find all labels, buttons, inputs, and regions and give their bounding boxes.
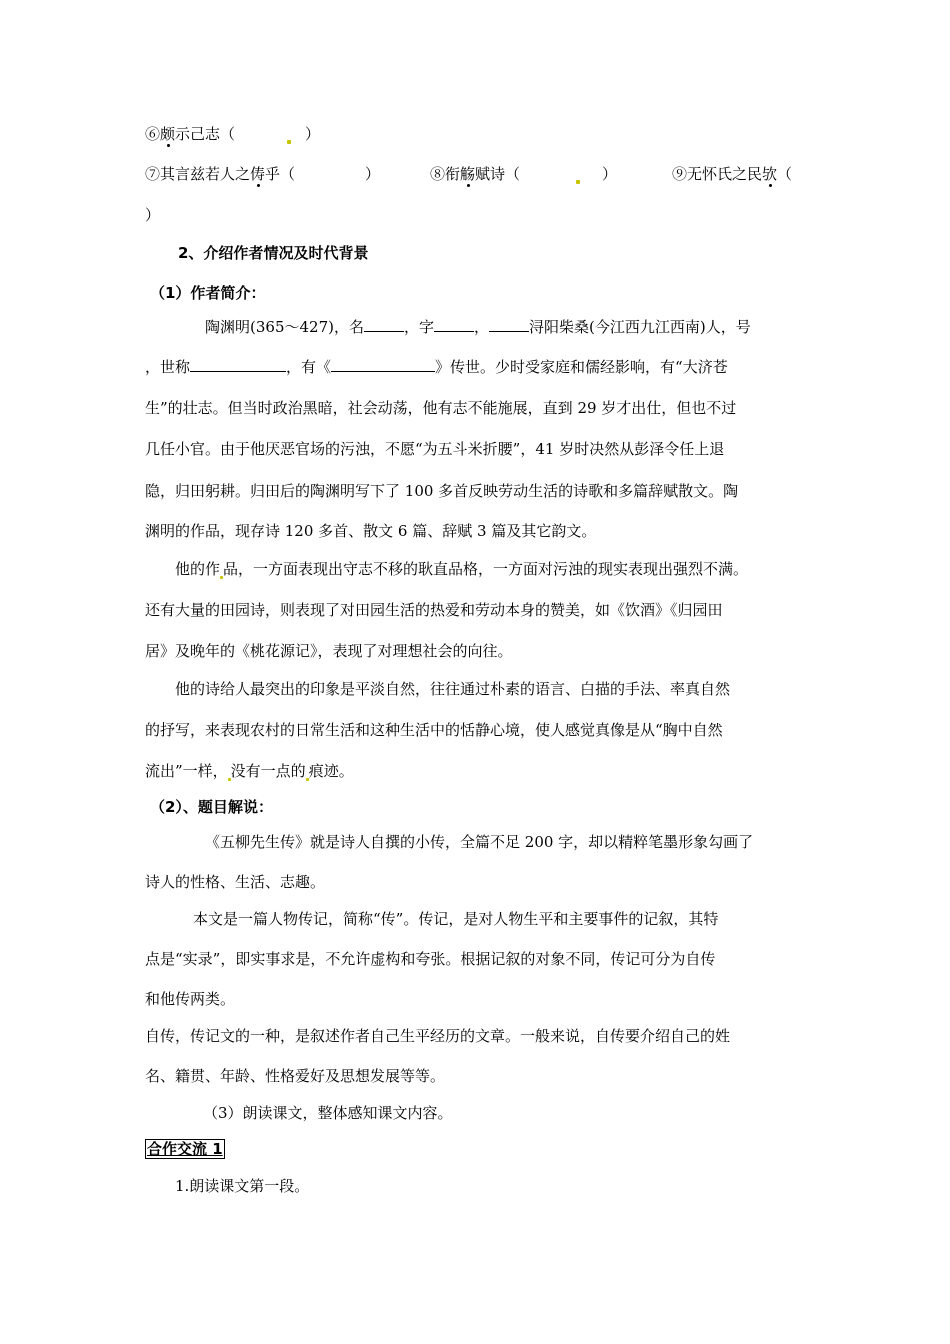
title-p3-line-1: 自传，传记文的一种，是叙述作者自己生平经历的文章。一般来说，自传要介绍自己的姓 [145,1027,731,1045]
title-p1-line-2: 诗人的性格、生活、志趣。 [145,873,326,891]
blank-name [364,317,404,332]
author-line-4: 几任小官。由于他厌恶官场的污浊，不愿“为五斗米折腰”，41 岁时决然从彭泽令任上退 [145,440,725,458]
author-p2-line-3: 居》及晚年的《桃花源记》，表现了对理想社会的向往。 [145,642,513,660]
author-line-3: 生”的壮志。但当时政治黑暗，社会动荡，他有志不能施展，直到 29 岁才出仕，但也不过 [145,399,737,417]
author-line-2: ，世称 ，有《 》传世。少时受家庭和儒经影响，有“大济苍 [145,358,728,376]
blank-book [331,357,435,372]
author-p3-line-2: 的抒写，来表现农村的日常生活和这种生活中的恬静心境，使人感觉真像是从“胸中自然 [145,721,723,739]
title-p2-line-1: 本文是一篇人物传记，简称“传”。传记，是对人物生平和主要事件的记叙，其特 [193,910,719,928]
title-p2-line-2: 点是“实录”，即实事求是，不允许虚构和夸张。根据记叙的对象不同，传记可分为自传 [145,950,716,968]
title-p3-line-2: 名、籍贯、年龄、性格爱好及思想发展等等。 [145,1067,446,1085]
author-line-1: 陶渊明(365～427)，名 ，字 ， 浔阳柴桑(今江西九江西南)人，号 [205,318,751,336]
title-p2-line-3: 和他传两类。 [145,990,236,1008]
highlight-marker [287,140,291,144]
author-p2-line-2: 还有大量的田园诗，则表现了对田园生活的热爱和劳动本身的赞美，如《饮酒》《归园田 [145,601,723,619]
author-p2-line-1: 他的作 品，一方面表现出守志不移的耿直品格，一方面对污浊的现实表现出强烈不满。 [175,560,749,578]
blank-title [190,357,286,372]
blank-courtesy-name [434,317,474,332]
highlight-marker [576,180,580,184]
vocab-item-9: ⑨无怀氏之民欤（ [672,165,793,183]
vocab-item-9-close: ） [145,206,161,224]
vocab-item-6: ⑥颇示己志（ ） [145,125,321,143]
author-p3-line-1: 他的诗给人最突出的印象是平淡自然，往往通过朴素的语言、白描的手法、率真自然 [175,680,731,698]
author-line-6: 渊明的作品，现存诗 120 多首、散文 6 篇、辞赋 3 篇及其它韵文。 [145,522,597,540]
vocab-item-7: ⑦其言兹若人之俦乎（ ） [145,165,381,183]
author-p3-line-3: 流出”一样， 没有一点的 痕迹。 [145,762,354,780]
title-heading: （2）、题目解说： [150,798,273,816]
vocab-item-8: ⑧衔觞赋诗（ ） [430,165,618,183]
coop-item-1: 1.朗读课文第一段。 [175,1177,310,1195]
blank-origin [489,317,529,332]
author-line-5: 隐，归田躬耕。归田后的陶渊明写下了 100 多首反映劳动生活的诗歌和多篇辞赋散文。陶 [145,482,739,500]
section-heading: 2、介绍作者情况及时代背景 [178,244,369,262]
coop-heading: 合作交流 1 [147,1140,223,1158]
reading-instruction: （3）朗读课文，整体感知课文内容。 [203,1104,453,1122]
author-heading: （1）作者简介： [150,284,266,302]
title-p1-line-1: 《五柳先生传》就是诗人自撰的小传，全篇不足 200 字，却以精粹笔墨形象勾画了 [205,833,754,851]
